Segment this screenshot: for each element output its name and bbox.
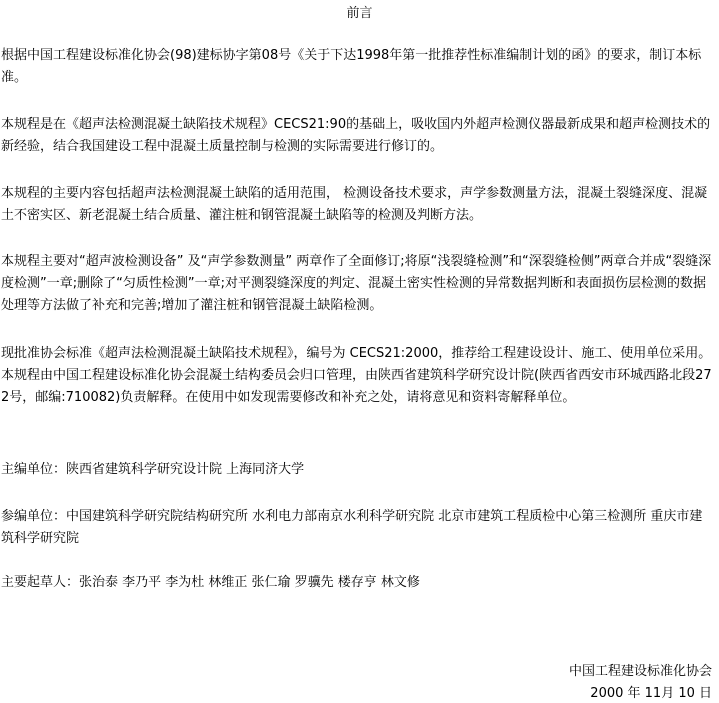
footer-date: 2000 年 11月 10 日 [590, 686, 712, 701]
paragraph-drafters: 主要起草人：张治泰 李乃平 李为杜 林维正 张仁瑜 罗骥先 楼存亨 林文修 [1, 575, 420, 590]
paragraph-revisions: 本规程主要对“超声波检测设备” 及“声学参数测量” 两章作了全面修订;将原“浅裂缝检测”和“深裂缝检侧”两章合并成“裂缝深度检测”一章;删除了“匀质性检测”一章;对平测裂缝深度的判定、混凝土密实性检测的异常数据判断和表面损伤层检测的数据处理等方法做了补充和完善;增加了灌注桩和钢管混凝土缺陷检测。 [1, 254, 712, 313]
paragraph-basis: 根据中国工程建设标准化协会(98)建标协字第08号《关于下达1998年第一批推荐性标准编制计划的函》的要求，制订本标准。 [1, 48, 702, 85]
page-title: 前言 [346, 6, 373, 21]
paragraph-participating-units: 参编单位：中国建筑科学研究院结构研究所 水利电力部南京水利科学研究院 北京市建筑工程质检中心第三检测所 重庆市建筑科学研究院 [1, 509, 703, 546]
footer-organization: 中国工程建设标准化协会 [568, 664, 712, 679]
paragraph-chief-editor: 主编单位：陕西省建筑科学研究设计院 上海同济大学 [1, 462, 305, 477]
paragraph-revision-basis: 本规程是在《超声法检测混凝土缺陷技术规程》CECS21:90的基础上，吸收国内外超声检测仪器最新成果和超声检测技术的新经验，结合我国建设工程中混凝土质量控制与检测的实际需要进行修订的。 [1, 117, 711, 154]
paragraph-main-content: 本规程的主要内容包括超声法检测混凝土缺陷的适用范围， 检测设备技术要求，声学参数测量方法，混凝土裂缝深度、混凝土不密实区、新老混凝土结合质量、灌注桩和钢管混凝土缺陷等的检测及判断方法。 [1, 186, 708, 223]
paragraph-approval: 现批准协会标准《超声法检测混凝土缺陷技术规程》，编号为 CECS21:2000，推荐给工程建设设计、施工、使用单位采用。本规程由中国工程建设标准化协会混凝土结构委员会归口管理，由陕西省建筑科学研究设计院(陕西省西安市环城西路北段272号，邮编:710082)负责解释。在使用中如发现需要修改和补充之处，请将意见和资料寄解释单位。 [1, 346, 712, 405]
